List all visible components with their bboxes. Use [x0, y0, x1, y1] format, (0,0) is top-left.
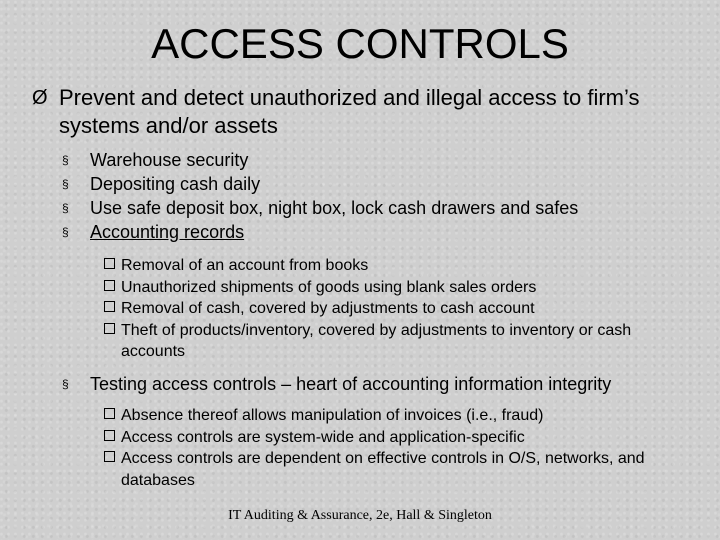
sub-point: [62, 172, 702, 196]
main-point: [32, 84, 692, 140]
sub-point-text: Warehouse security: [90, 150, 249, 170]
list-item-text: Access controls are dependent on effective controls in O/S, networks, and databases: [121, 450, 645, 489]
slide-title: ACCESS CONTROLS: [151, 20, 569, 67]
list-item: [104, 277, 694, 299]
list-item: [104, 320, 664, 363]
checkbox-square-icon: [104, 301, 115, 312]
checkbox-square-icon: [104, 408, 115, 419]
checkbox-square-icon: [104, 323, 115, 334]
section-bullet-icon: §: [62, 177, 69, 191]
list-item: [104, 448, 689, 491]
sub-point-text: Depositing cash daily: [90, 174, 261, 194]
section-bullet-icon: §: [62, 201, 69, 215]
list-item-text: Unauthorized shipments of goods using blank sales orders: [121, 278, 537, 296]
list-item-text: Absence thereof allows manipulation of invoices (i.e., fraud): [121, 407, 544, 424]
section-bullet-icon: §: [62, 377, 69, 391]
sub-point-text: Testing access controls – heart of accounting information integrity: [90, 374, 612, 394]
sub-point: [62, 148, 702, 172]
arrow-bullet-icon: Ø: [32, 87, 48, 109]
list-item-text: Removal of an account from books: [121, 257, 369, 274]
sub-point-accounting-records: [62, 220, 702, 244]
sub-point-testing: [62, 372, 702, 396]
main-point-text: Prevent and detect unauthorized and illegal access to firm’s systems and/or assets: [59, 85, 640, 138]
list-item-text: Removal of cash, covered by adjustments to cash account: [121, 300, 535, 317]
checkbox-square-icon: [104, 451, 115, 462]
list-item-text: Theft of products/inventory, covered by adjustments to inventory or cash accounts: [121, 321, 632, 360]
list-item: [104, 298, 694, 320]
section-bullet-icon: §: [62, 225, 69, 239]
list-item-text: Access controls are system-wide and application-specific: [121, 428, 525, 446]
list-item: [104, 427, 694, 449]
section-bullet-icon: §: [62, 153, 69, 167]
sub-point-text: Accounting records: [90, 222, 245, 242]
list-item: [104, 405, 694, 427]
sub-point: [62, 196, 702, 220]
list-item: [104, 255, 694, 277]
checkbox-square-icon: [104, 430, 115, 441]
sub-point-text: Use safe deposit box, night box, lock cash drawers and safes: [90, 198, 579, 218]
checkbox-square-icon: [104, 280, 115, 291]
footer-citation: IT Auditing & Assurance, 2e, Hall & Singleton: [228, 508, 492, 523]
checkbox-square-icon: [104, 258, 115, 269]
